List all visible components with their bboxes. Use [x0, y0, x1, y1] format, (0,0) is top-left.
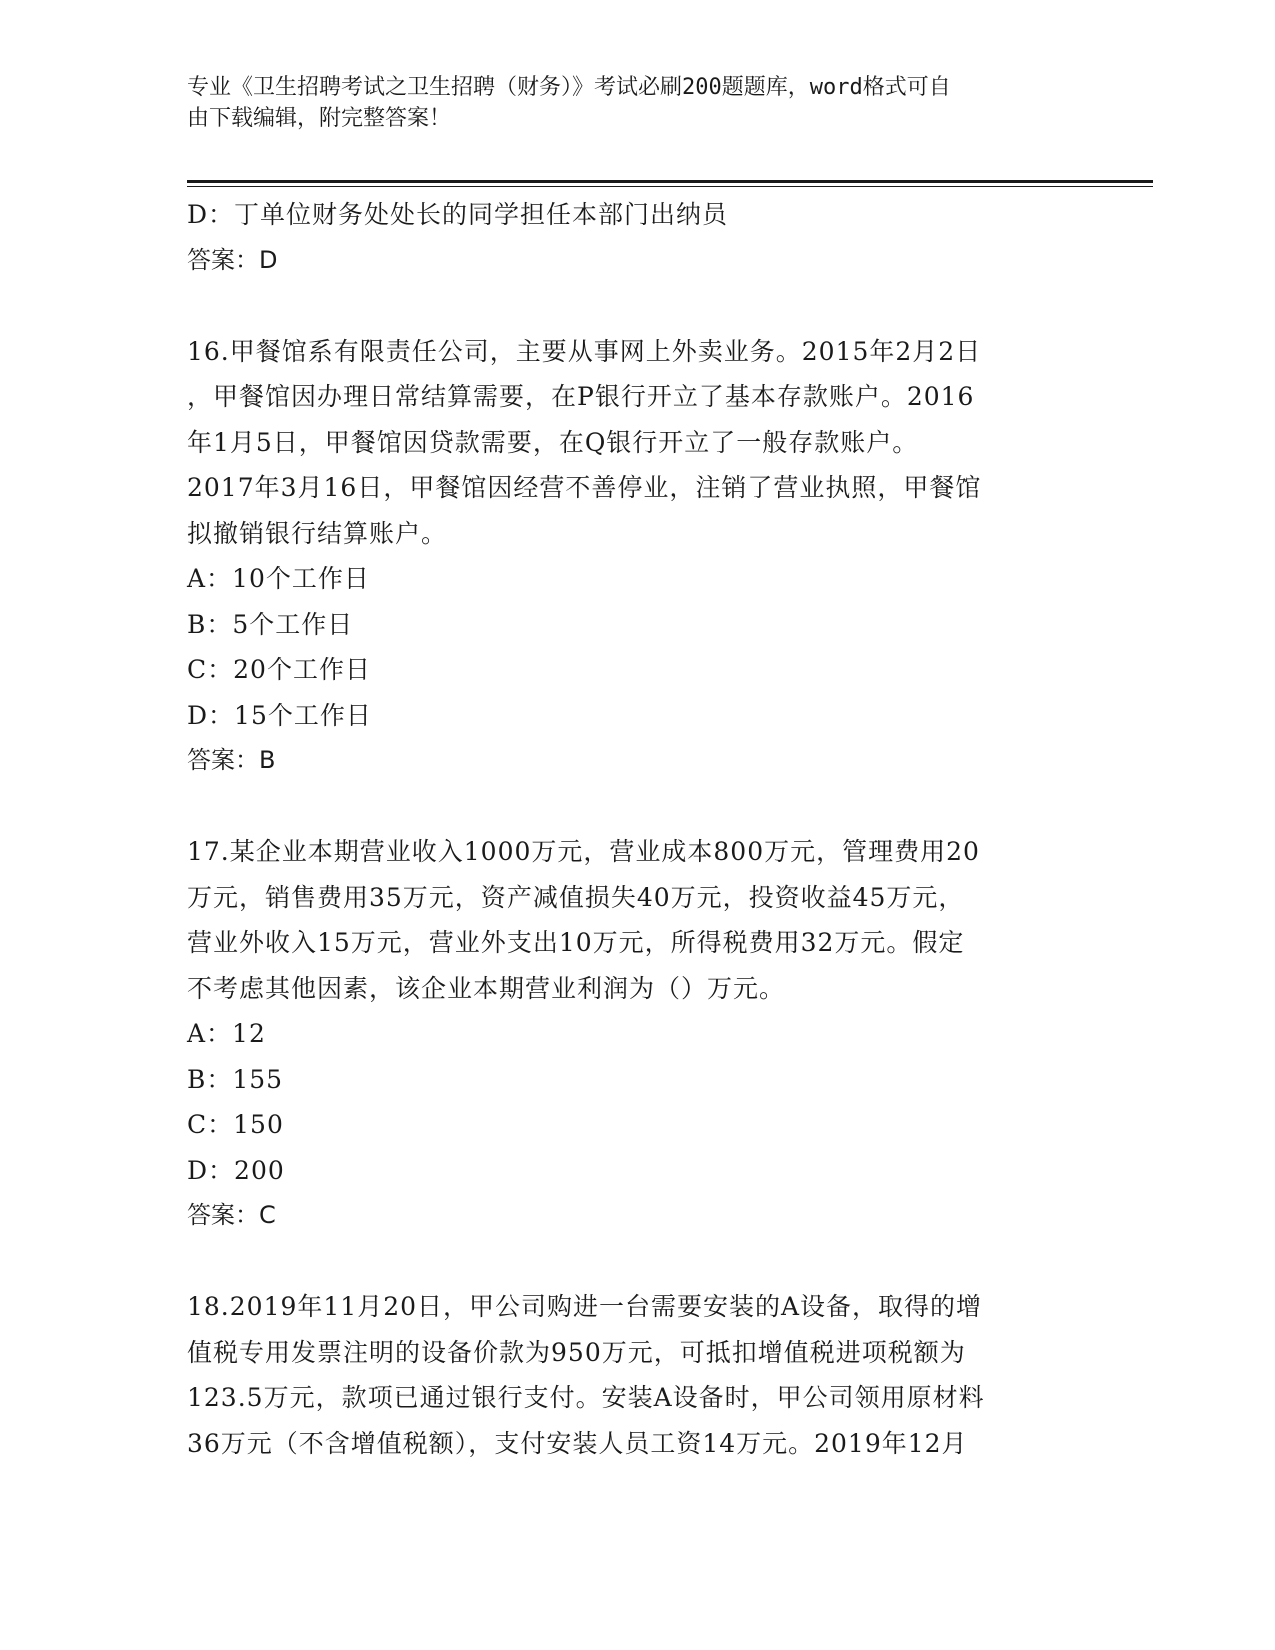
header-line-2: 由下载编辑，附完整答案！: [187, 106, 452, 131]
option-b: B：155: [187, 1064, 284, 1094]
question-text-line: 16.甲餐馆系有限责任公司，主要从事网上外卖业务。2015年2月2日: [187, 336, 982, 366]
answer: 答案：D: [187, 245, 278, 274]
question-text-line: 拟撤销银行结算账户。: [187, 518, 448, 548]
option-c: C：20个工作日: [187, 655, 371, 684]
option-c: C：150: [187, 1110, 284, 1139]
header-line-1: 专业《卫生招聘考试之卫生招聘（财务）》考试必刷200题题库，word格式可自: [187, 75, 951, 100]
page-header: [187, 72, 1067, 134]
document-body: [187, 192, 1087, 1466]
option-d: D：丁单位财务处处长的同学担任本部门出纳员: [187, 200, 729, 229]
question-text-line: 年1月5日，甲餐馆因贷款需要，在Q银行开立了一般存款账户。: [187, 427, 919, 457]
option-d: D：15个工作日: [187, 700, 372, 730]
question-text-line: ，甲餐馆因办理日常结算需要，在P银行开立了基本存款账户。2016: [187, 382, 975, 411]
option-d: D：200: [187, 1155, 285, 1185]
answer: 答案：B: [187, 746, 276, 774]
question-16: [187, 329, 1087, 784]
question-text-line: 17.某企业本期营业收入1000万元，营业成本800万元，管理费用20: [187, 837, 980, 866]
question-text-line: 不考虑其他因素，该企业本期营业利润为（）万元。: [187, 973, 786, 1003]
question-text-line: 2017年3月16日，甲餐馆因经营不善停业，注销了营业执照，甲餐馆: [187, 473, 982, 502]
question-text-line: 36万元（不含增值税额），支付安装人员工资14万元。2019年12月: [187, 1428, 968, 1458]
header-divider-thick: [187, 180, 1153, 183]
header-divider-thin: [187, 186, 1153, 187]
question-18: [187, 1284, 1087, 1466]
question-text-line: 123.5万元，款项已通过银行支付。安装A设备时，甲公司领用原材料: [187, 1383, 985, 1412]
question-text-line: 值税专用发票注明的设备价款为950万元，可抵扣增值税进项税额为: [187, 1337, 966, 1367]
question-17: [187, 829, 1087, 1239]
answer: 答案：C: [187, 1201, 276, 1229]
question-text-line: 营业外收入15万元，营业外支出10万元，所得税费用32万元。假定: [187, 928, 965, 957]
option-a: A：10个工作日: [187, 564, 370, 593]
option-a: A：12: [187, 1019, 266, 1048]
question-text-line: 18.2019年11月20日，甲公司购进一台需要安装的A设备，取得的增: [187, 1292, 983, 1321]
option-b: B：5个工作日: [187, 609, 354, 639]
previous-question-tail: [187, 192, 1087, 283]
question-text-line: 万元，销售费用35万元，资产减值损失40万元，投资收益45万元，: [187, 882, 965, 912]
